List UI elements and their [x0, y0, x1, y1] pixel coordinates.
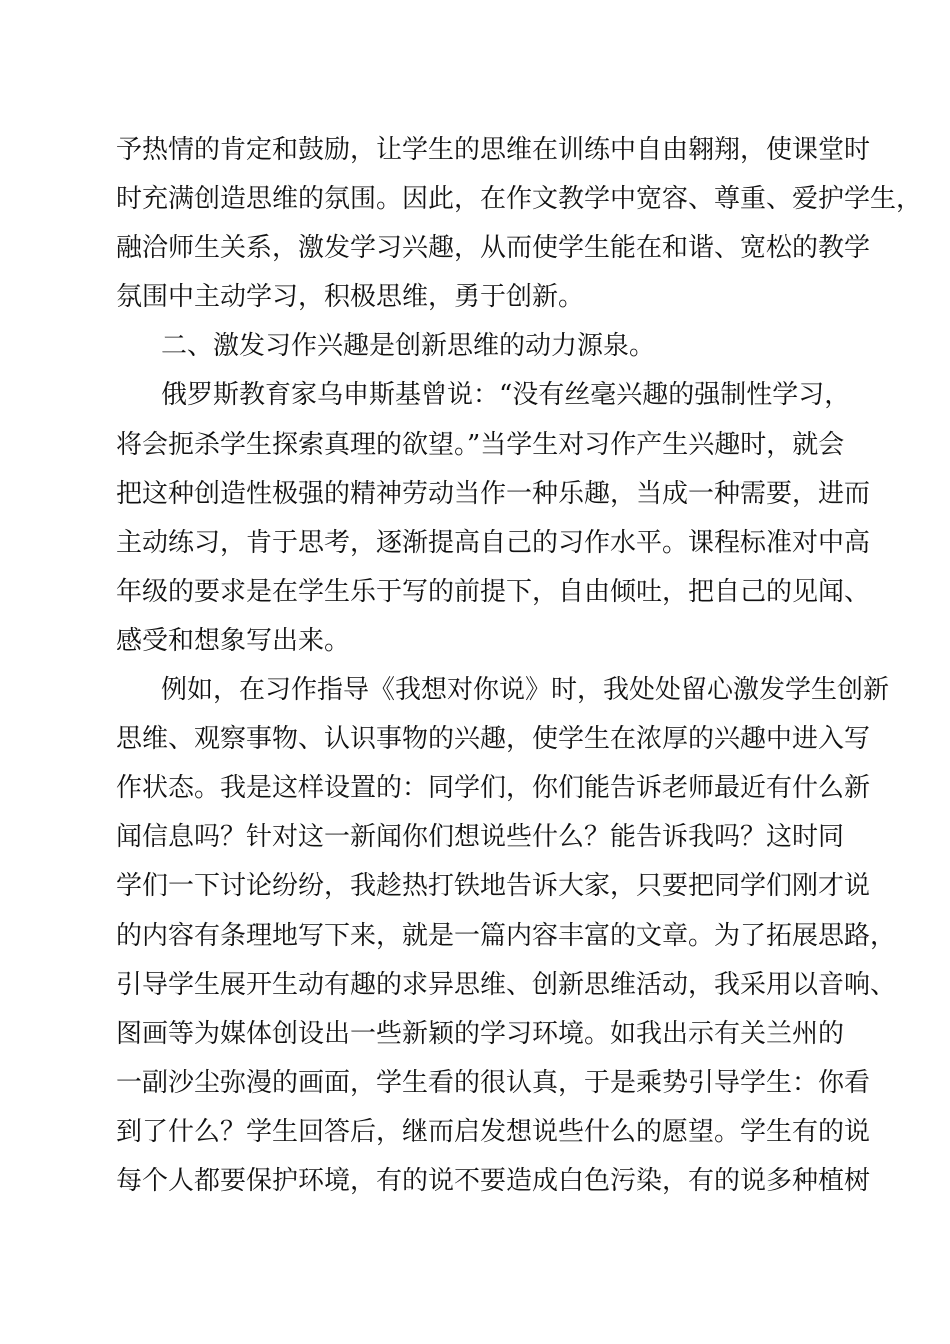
text-line-14: 作状态。我是这样设置的：同学们，你们能告诉老师最近有什么新	[116, 773, 871, 804]
text-line-19: 图画等为媒体创设出一些新颖的学习环境。如我出示有关兰州的	[116, 1018, 845, 1049]
text-line-16: 学们一下讨论纷纷，我趁热打铁地告诉大家，只要把同学们刚才说	[116, 871, 871, 902]
text-line-15: 闻信息吗？针对这一新闻你们想说些什么？能告诉我吗？这时同	[116, 822, 845, 853]
text-line-11: 感受和想象写出来。	[116, 625, 351, 656]
text-line-2: 时充满创造思维的氛围。因此，在作文教学中宽容、尊重、爱护学生，	[116, 184, 923, 215]
body-text	[116, 126, 923, 1206]
text-line-20: 一副沙尘弥漫的画面，学生看的很认真，于是乘势引导学生：你看	[116, 1067, 871, 1098]
section-heading: 二、激发习作兴趣是创新思维的动力源泉。	[161, 331, 656, 362]
text-line-17: 的内容有条理地写下来，就是一篇内容丰富的文章。为了拓展思路，	[116, 920, 897, 951]
text-line-7: 将会扼杀学生探索真理的欲望。”当学生对习作产生兴趣时，就会	[116, 429, 845, 460]
text-line-10: 年级的要求是在学生乐于写的前提下，自由倾吐，把自己的见闻、	[116, 576, 871, 607]
text-line-13: 思维、观察事物、认识事物的兴趣，使学生在浓厚的兴趣中进入写	[116, 724, 871, 755]
text-line-22: 每个人都要保护环境，有的说不要造成白色污染，有的说多种植树	[116, 1165, 871, 1196]
text-line-4: 氛围中主动学习，积极思维，勇于创新。	[116, 282, 585, 313]
text-line-21: 到了什么？学生回答后，继而启发想说些什么的愿望。学生有的说	[116, 1116, 871, 1147]
text-line-8: 把这种创造性极强的精神劳动当作一种乐趣，当成一种需要，进而	[116, 478, 871, 509]
text-line-12: 例如，在习作指导《我想对你说》时，我处处留心激发学生创新	[161, 675, 890, 706]
text-line-3: 融洽师生关系，激发学习兴趣，从而使学生能在和谐、宽松的教学	[116, 233, 871, 264]
text-line-18: 引导学生展开生动有趣的求异思维、创新思维活动，我采用以音响、	[116, 969, 897, 1000]
text-line-6: 俄罗斯教育家乌申斯基曾说：“没有丝毫兴趣的强制性学习，	[161, 380, 851, 411]
text-line-1: 予热情的肯定和鼓励，让学生的思维在训练中自由翱翔，使课堂时	[116, 135, 871, 165]
text-line-9: 主动练习，肯于思考，逐渐提高自己的习作水平。课程标准对中高	[116, 527, 871, 558]
